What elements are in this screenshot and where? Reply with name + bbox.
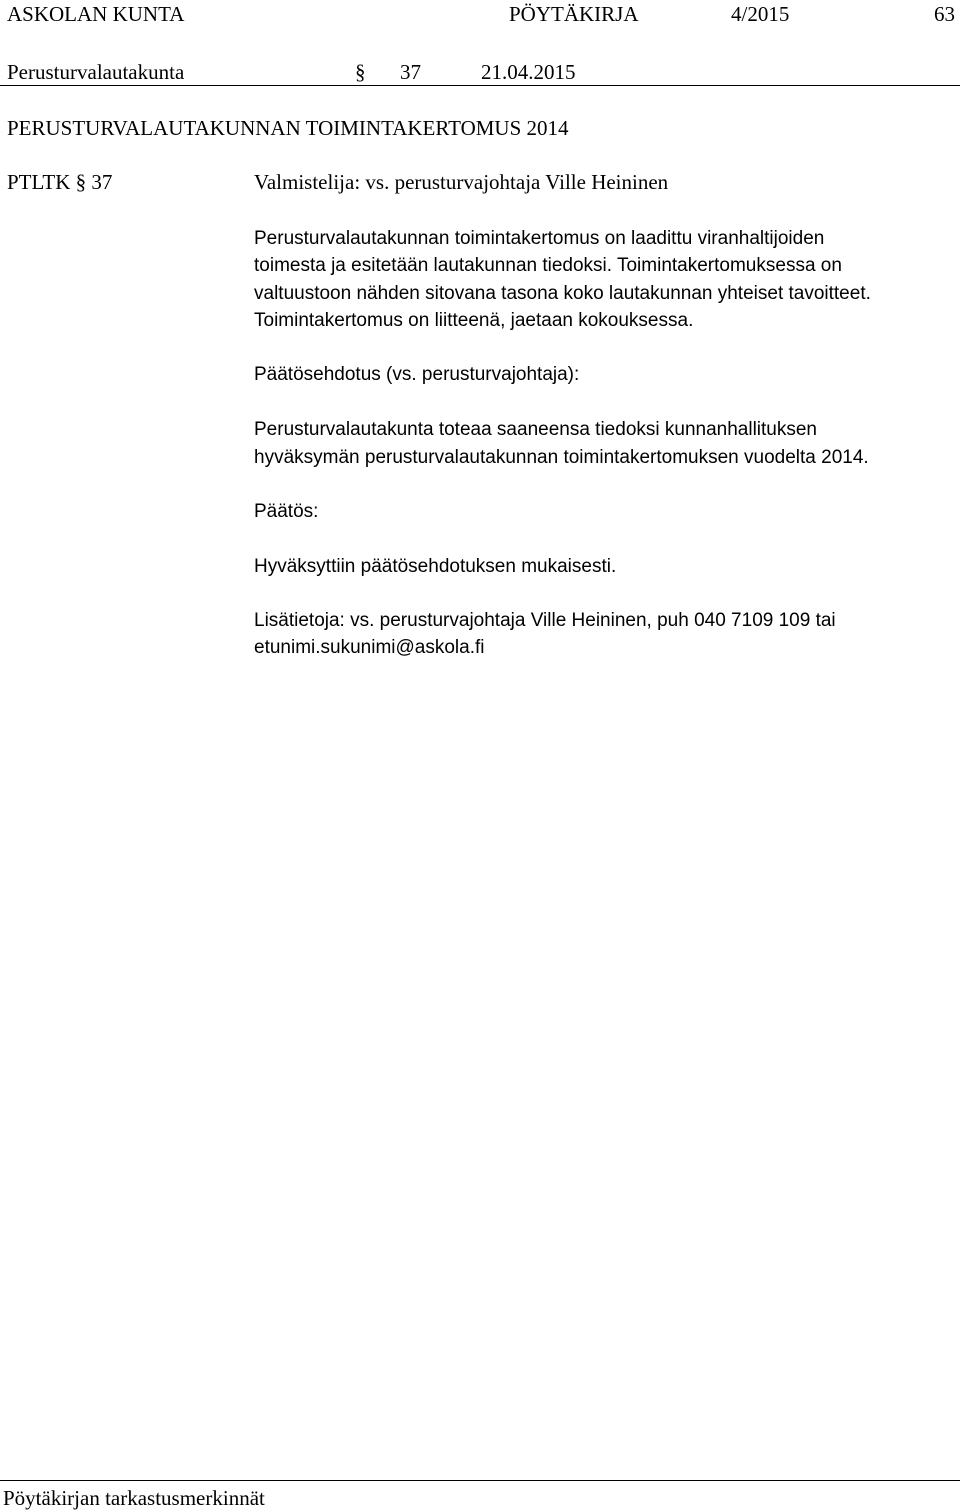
meeting-date: 21.04.2015	[481, 60, 576, 84]
page-number: 63	[934, 2, 955, 26]
paragraph-line: toimesta ja esitetään lautakunnan tiedoksi. Toimintakertomuksessa on	[254, 255, 842, 276]
header-divider	[0, 85, 960, 86]
preparer-line: Valmistelija: vs. perusturvajohtaja Ville Heininen	[254, 170, 669, 194]
issue-number: 4/2015	[731, 2, 790, 26]
info-line: Lisätietoja: vs. perusturvajohtaja Ville Heininen, puh 040 7109 109 tai	[254, 610, 836, 631]
paragraph-line: Perusturvalautakunnan toimintakertomus on laadittu viranhaltijoiden	[254, 228, 825, 249]
footer-divider	[0, 1480, 960, 1481]
decision-text: Hyväksyttiin päätösehdotuksen mukaisesti.	[254, 556, 617, 577]
municipality-name: ASKOLAN KUNTA	[7, 2, 185, 26]
committee-name: Perusturvalautakunta	[7, 60, 185, 84]
section-reference: PTLTK § 37	[7, 170, 113, 194]
proposal-line: Perusturvalautakunta toteaa saaneensa tiedoksi kunnanhallituksen	[254, 419, 817, 440]
section-sign: §	[355, 60, 366, 84]
paragraph-line: Toimintakertomus on liitteenä, jaetaan kokouksessa.	[254, 310, 694, 331]
section-number: 37	[400, 60, 421, 84]
proposal-line: hyväksymän perusturvalautakunnan toimintakertomuksen vuodelta 2014.	[254, 447, 869, 468]
footer-label: Pöytäkirjan tarkastusmerkinnät	[3, 1486, 265, 1510]
contact-email: etunimi.sukunimi@askola.fi	[254, 637, 485, 658]
paragraph-line: valtuustoon nähden sitovana tasona koko lautakunnan yhteiset tavoitteet.	[254, 283, 871, 304]
decision-label: Päätös:	[254, 501, 319, 522]
document-title: PERUSTURVALAUTAKUNNAN TOIMINTAKERTOMUS 2014	[7, 116, 569, 140]
document-type: PÖYTÄKIRJA	[509, 2, 639, 26]
proposal-label: Päätösehdotus (vs. perusturvajohtaja):	[254, 364, 580, 385]
